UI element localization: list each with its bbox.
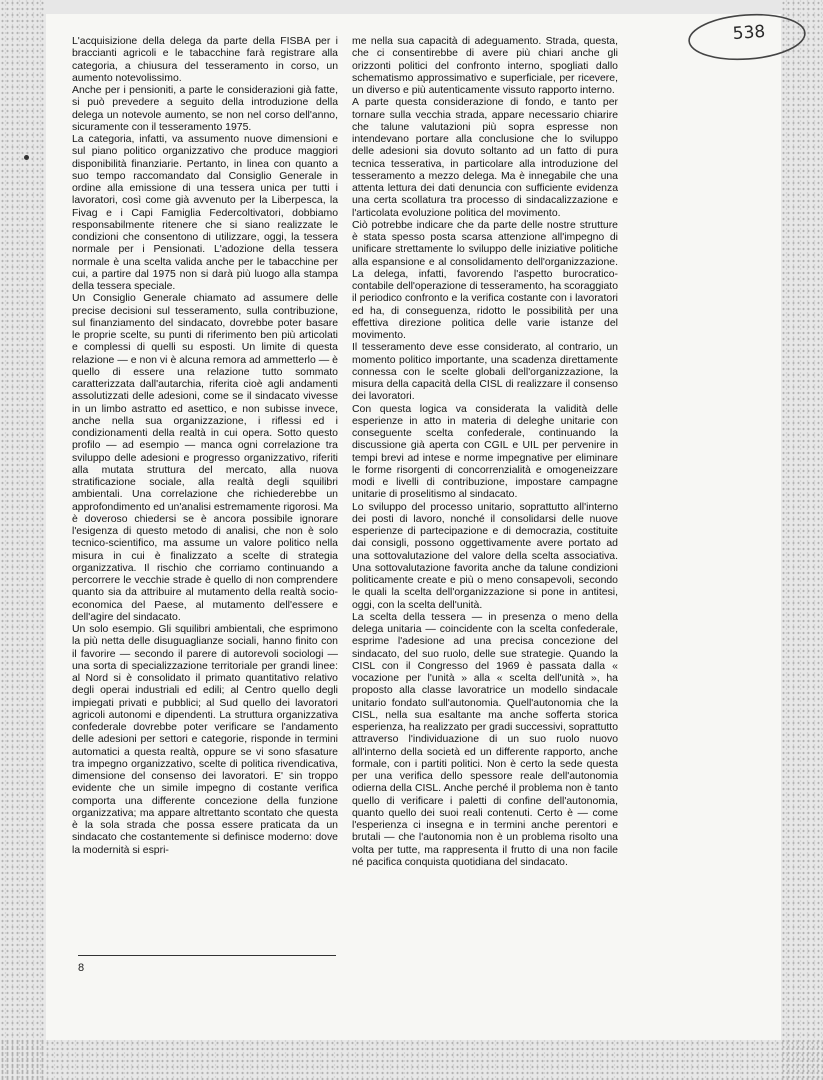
paragraph: La categoria, infatti, va assumento nuove dimensioni e sul piano politico organizzativo che produce maggiori disponibilità finanziarie. Pertanto, in linea con quanto a suo tempo raccomandato dal Consiglio Generale in ordine alla emissione di una tessera unica per tutti i lavoratori, così come già avvenuto per la Liberpesca, la Fivag e i Capi Famiglia Federcoltivatori, dobbiamo responsabilmente ritenere che si siano realizzate le condizioni che consentono di utilizzare, oggi, la tessera normale per i Pensionati. L'adozione della tessera normale è una scelta valida anche per le tabacchine per cui, a partire dal 1975 non si darà più luogo alla stampa della tessera speciale. bbox=[72, 134, 338, 292]
paragraph: A parte questa considerazione di fondo, e tanto per tornare sulla vecchia strada, appare necessario chiarire che talune valutazioni più sopra espresse non intendevano portare alla conclusione che lo sviluppo delle adesioni sia dovuto soltanto ad un fatto di pura tecnica tesserativa, in particolare alla introduzione del tesseramento a mezzo delega. Ma è innegabile che una attenta lettura dei dati denuncia con sufficiente evidenza una certa scollatura tra processo di sindacalizzazione e l'articolata evoluzione politica del movimento. bbox=[352, 97, 618, 219]
archive-stamp bbox=[683, 7, 813, 67]
paragraph: Un solo esempio. Gli squilibri ambientali, che esprimono la più netta delle disuguaglianze sociali, hanno finito con il favorire — secondo il parere di autorevoli sociologi — una sorta di specializzazione territoriale per grandi linee: al Nord si è consolidato il primato quantitativo relativo degli operai industriali ed edili; al Centro quello degli impiegati privati e pubblici; al Sud quello dei lavoratori agricoli autonomi e dipendenti. La struttura organizzativa confederale dovrebbe poter verificare se l'andamento delle adesioni per settori e categorie, risponde in termini automatici a questa realtà, oppure se vi sono sfasature tra impegno organizzativo, scelte di politica rivendicativa, dimensione del consenso dei lavoratori. E' sin troppo evidente che un simile impegno di costante verifica comporta una differente concezione della funzione organizzativa; ma appare altrettanto scontato che questa è la sola strada che possa essere praticata da un sindacato che costantemente si definisce moderno: dove la modernità si espri- bbox=[72, 624, 338, 856]
scan-noise-left bbox=[0, 0, 46, 1080]
paragraph: Lo sviluppo del processo unitario, soprattutto all'interno dei posti di lavoro, nonché il consolidarsi delle nuove esperienze di partecipazione e di democrazia, costituite dai consigli, possono oggettivamente avere portato ad una sottovalutazione del valore della scelta associativa. Una sottovalutazione favorita anche da talune condizioni politicamente create e più o meno consapevoli, secondo le quali la scelta dell'organizzazione si pone in antitesi, oggi, con la scelta dell'unità. bbox=[352, 501, 618, 611]
footer-rule bbox=[78, 955, 336, 956]
paragraph: Un Consiglio Generale chiamato ad assumere delle precise decisioni sul tesseramento, sulla contribuzione, sul finanziamento del sindacato, dovrebbe poter basare le proprie scelte, su punti di riferimento ben più articolati e complessi di quelli su esposti. Un limite di questa relazione — e non vi è alcuna remora ad ammetterlo — è quello di essere una relazione tutto sommato caratterizzata dall'autarchia, riferita cioè agli andamenti assolutizzati delle adesioni, come se il sindacato vivesse in un limbo astratto ed asettico, e non subisse invece, anche nella sua organizzazione, i riflessi ed i condizionamenti della realtà in cui opera. Sotto questo profilo — ad esempio — manca ogni correlazione tra sviluppo delle adesioni e progresso organizzativo, riferiti alla mutata struttura del mercato, alla nuova stratificazione sociale, alla realtà degli squilibri ambientali. Una correlazione che richiederebbe un approfondimento ed un'analisi estremamente rigorosi. Ma è doveroso chiedersi se è ancora possibile ignorare l'esigenza di questo metodo di analisi, che non è solo tecnico-scientifico, ma assume un valore politico nella misura in cui è finalizzato a scelte di strategia organizzativa. Il rischio che corriamo continuando a percorrere le vecchie strade è quello di non comprendere quanto sia da attribuire al mutamento della realtà socio-economica del Paese, al mutamento dell'essere e dell'agire del sindacato. bbox=[72, 293, 338, 623]
paragraph: Con questa logica va considerata la validità delle esperienze in atto in materia di deleghe unitarie con conseguente scelta confederale, continuando la discussione già aperta con CGIL e UIL per pervenire in tempi brevi ad intese e norme impegnative per eliminare le forme risorgenti di concorrenzialità e omogeneizzare modi e livelli di contribuzione, impostare campagne unitarie di proselitismo al sindacato. bbox=[352, 403, 618, 501]
left-column bbox=[72, 36, 338, 857]
page-number: 8 bbox=[78, 962, 85, 974]
binder-hole-mark bbox=[24, 155, 29, 160]
scan-noise-right bbox=[781, 0, 823, 1080]
paragraph: me nella sua capacità di adeguamento. Strada, questa, che ci consentirebbe di avere più chiari anche gli orizzonti politici del confronto interno, spogliati dallo schematismo approssimativo e superficiale, per ricevere, un diverso e più autenticamente vissuto rapporto interno. bbox=[352, 36, 618, 96]
paragraph: Anche per i pensioniti, a parte le considerazioni già fatte, si può prevedere a seguito della introduzione della delega un notevole aumento, se non nel corso dell'anno, sicuramente con il tesseramento 1975. bbox=[72, 85, 338, 133]
paragraph: Il tesseramento deve esse considerato, al contrario, un momento politico importante, una scadenza direttamente connessa con le scelte globali dell'organizzazione, la misura della capacità della CISL di realizzare il consenso dei lavoratori. bbox=[352, 342, 618, 403]
right-column bbox=[352, 36, 618, 869]
stamp-number: 538 bbox=[732, 21, 766, 45]
paragraph: L'acquisizione della delega da parte della FISBA per i braccianti agricoli e le tabacchine farà registrare alla categoria, a chiusura del tesseramento in corso, un aumento notevolissimo. bbox=[72, 36, 338, 84]
paragraph: La scelta della tessera — in presenza o meno della delega unitaria — coincidente con la scelta confederale, esprime l'adesione ad una precisa concezione del sindacato, del suo ruolo, delle sue strategie. Quando la CISL con il Congresso del 1969 è passata dalla « vocazione per l'unità » alla « scelta dell'unità », ha proposto alla classe lavoratrice un modello sindacale unitario fondato sull'autonomia. Quell'autonomia che la CISL, nella sua esaltante ma anche sofferta storica esperienza, ha realizzato per gradi successivi, soprattutto attraverso l'individuazione di un suo ruolo nuovo all'interno della società ed un differente rapporto, anche formale, con i partiti politici. Non è certo la sede questa per una verifica dello spessore reale dell'autonomia odierna della CISL. Anche perché il problema non è tanto quello di verificare i paletti di confine dell'autonomia, quanto quello dei suoi reali contenuti. Certo è — come l'esperienza ci insegna e in termini anche perentori e brutali — che l'autonomia non è un problema risolto una volta per tutte, ma rappresenta il frutto di una non facile né pacifica conquista quotidiana del sindacato. bbox=[352, 611, 618, 868]
paragraph: Ciò potrebbe indicare che da parte delle nostre strutture è stata spesso posta scarsa attenzione all'impegno di unificare strettamente lo sviluppo delle iniziative politiche alla espansione e al consolidamento dell'organizzazione. La delega, infatti, favorendo l'aspetto burocratico-contabile dell'operazione di tesseramento, ha scoraggiato il periodico confronto e la verifica costante con i lavoratori ed ha, di conseguenza, ridotto le possibilità per una effettiva direzione politica delle varie istanze del movimento. bbox=[352, 219, 618, 341]
scan-noise-bottom bbox=[0, 1040, 823, 1080]
